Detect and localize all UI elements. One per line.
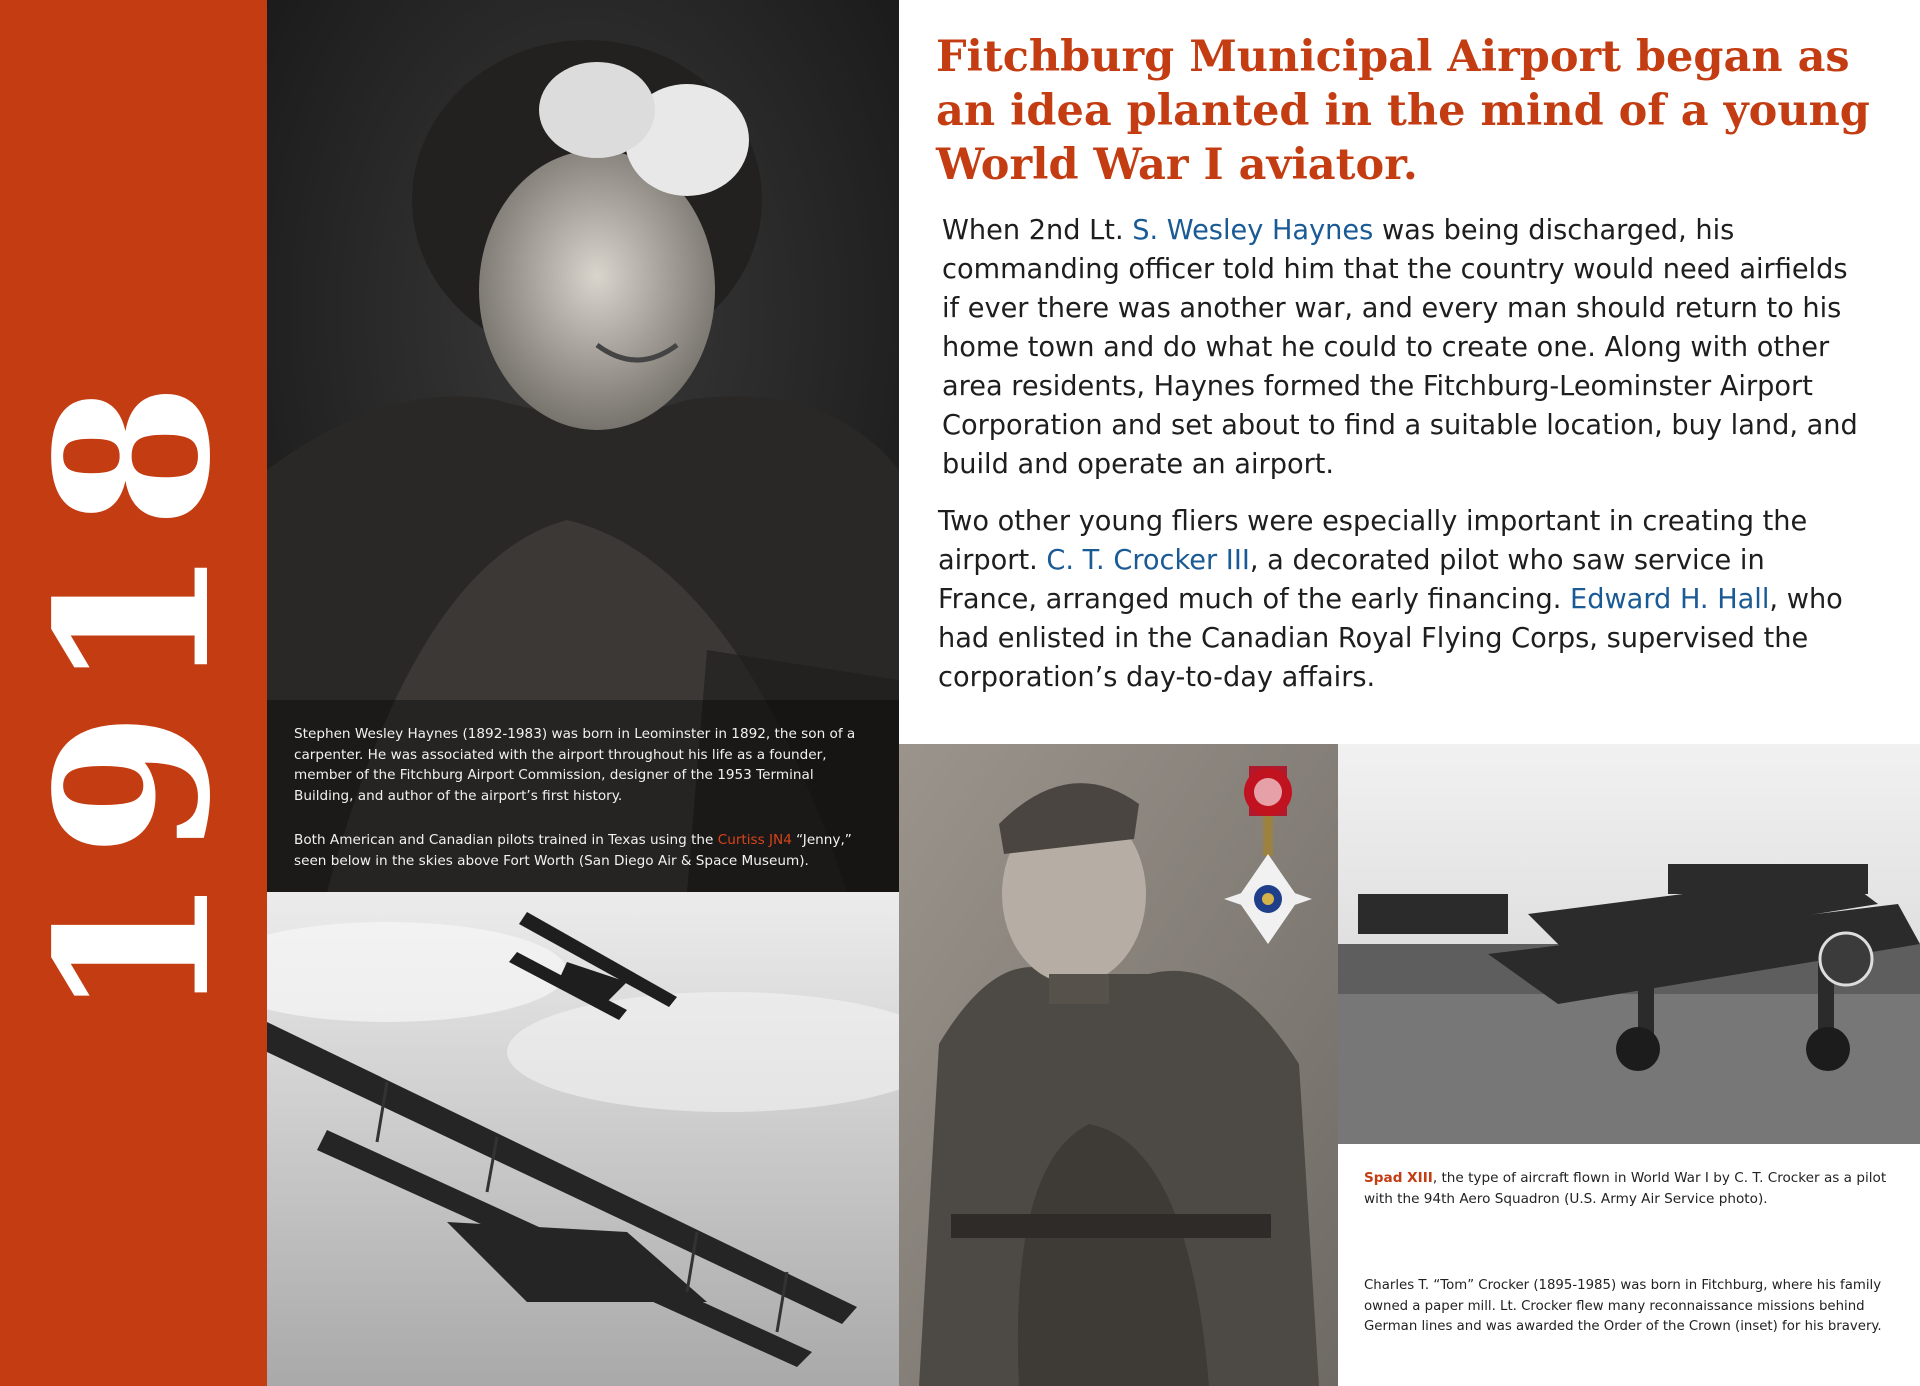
fliers-paragraph: Two other young fliers were especially important in creating the airport. C. T. Crocker III, a decorated pilot who saw service in France, arranged much of the early financing. Edward H. Hall, who had enlisted in the Canadian Royal Flying Corps, supervised the corporation’s day-to-day affairs. [938, 506, 1843, 693]
year-band [0, 0, 267, 1386]
person-name-haynes: S. Wesley Haynes [1132, 215, 1374, 246]
intro-paragraph: When 2nd Lt. S. Wesley Haynes was being discharged, his commanding officer told him that the country would need airfields if ever there was another war, and every man should return to his home town and do what he could to create one. Along with other area residents, Haynes formed the Fitchburg-Leominster Airport Corporation and set about to find a suitable location, buy land, and build and operate an airport. [942, 215, 1858, 480]
jenny-biplanes-photo [267, 892, 899, 1386]
jenny-caption: Both American and Canadian pilots trained in Texas using the Curtiss JN4 “Jenny,” seen below in the skies above Fort Worth (San Diego Air & Space Museum). [294, 832, 852, 869]
curtiss-jn4-label: Curtiss JN4 [717, 832, 792, 848]
person-name-crocker: C. T. Crocker III [1046, 545, 1250, 576]
spad-caption: Spad XIII, the type of aircraft flown in World War I by C. T. Crocker as a pilot with the 94th Aero Squadron (U.S. Army Air Service photo). [1364, 1170, 1887, 1207]
headline: Fitchburg Municipal Airport began as an idea planted in the mind of a young World War I aviator. [936, 32, 1870, 190]
spad-xiii-label: Spad XIII [1364, 1170, 1433, 1186]
haynes-caption: Stephen Wesley Haynes (1892-1983) was born in Leominster in 1892, the son of a carpenter. He was associated with the airport throughout his life as a founder, member of the Fitchburg Airport Commission, designer of the 1953 Terminal Building, and author of the airport’s first history. [294, 726, 856, 804]
spad-xiii-photo [1338, 744, 1920, 1144]
year-label: 1918 [10, 364, 257, 1022]
person-name-hall: Edward H. Hall [1570, 584, 1770, 615]
crocker-caption: Charles T. “Tom” Crocker (1895-1985) was born in Fitchburg, where his family owned a paper mill. Lt. Crocker flew many reconnaissance missions behind German lines and was awarded the Order of the Crown (inset) for his bravery. [1364, 1278, 1882, 1334]
crocker-portrait-photo [899, 744, 1338, 1386]
